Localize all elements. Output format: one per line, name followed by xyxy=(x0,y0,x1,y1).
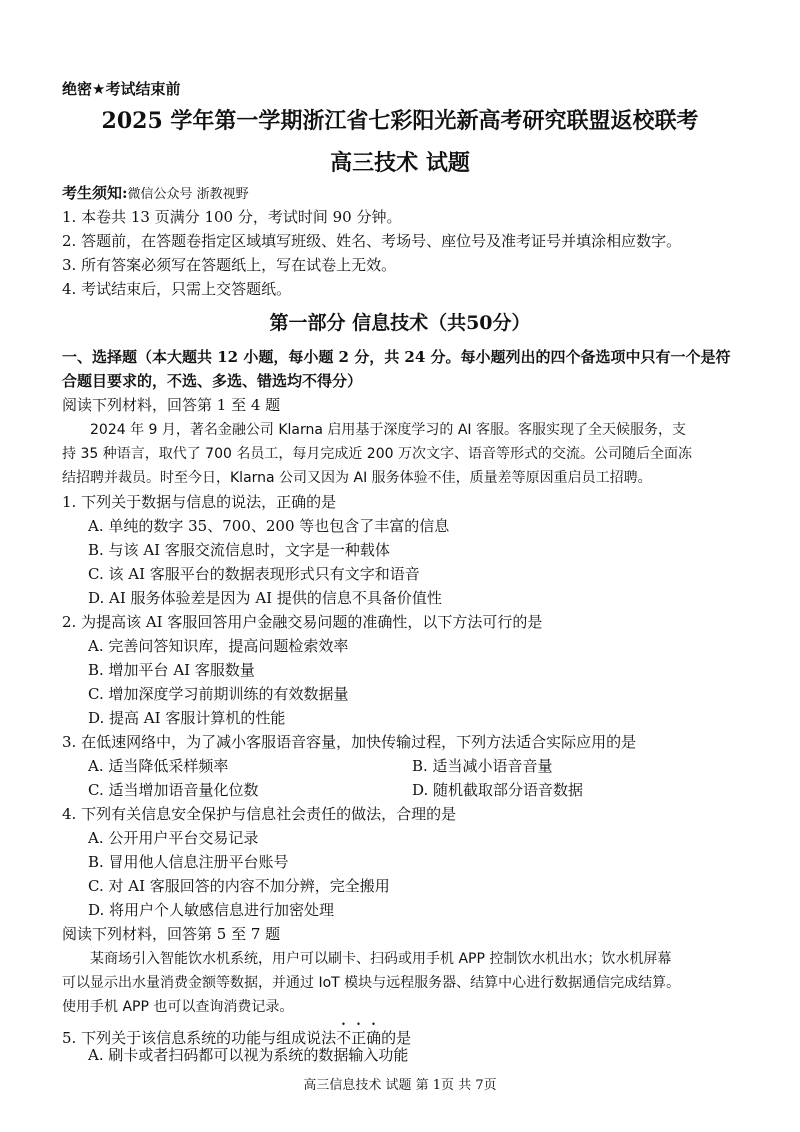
question-option: D. AI 服务体验差是因为 AI 提供的信息不具备价值性 xyxy=(88,589,442,607)
question-stem-part: 5. 下列关于该信息系统的功能与组成说法 xyxy=(62,1029,337,1047)
notice-item: 1. 本卷共 13 页满分 100 分，考试时间 90 分钟。 xyxy=(62,208,402,226)
page-footer: 高三信息技术 试题 第 1页 共 7页 xyxy=(303,1078,497,1093)
question-option: B. 适当减小语音音量 xyxy=(412,757,553,775)
section-title: 第一部分 信息技术（共50分） xyxy=(269,312,531,334)
exam-title: 2025 学年第一学期浙江省七彩阳光新高考研究联盟返校联考 xyxy=(101,108,699,134)
notice-label-extra: 微信公众号 浙教视野 xyxy=(127,187,249,202)
question-stem: 2. 为提高该 AI 客服回答用户金融交易问题的准确性，以下方法可行的是 xyxy=(62,613,543,631)
reading-text-line: 结招聘并裁员。时至今日，Klarna 公司又因为 AI 服务体验不佳，质量差等原因重启员工招聘。 xyxy=(62,470,652,486)
question-option: D. 随机截取部分语音数据 xyxy=(412,781,584,799)
notice-item: 4. 考试结束后，只需上交答题纸。 xyxy=(62,280,292,298)
reading-text-line: 可以显示出水量消费金额等数据，并通过 IoT 模块与远程服务器、结算中心进行数据通信完成结算。 xyxy=(62,975,681,991)
reading-intro: 阅读下列材料，回答第 1 至 4 题 xyxy=(62,396,281,414)
question-option: C. 该 AI 客服平台的数据表现形式只有文字和语音 xyxy=(88,565,420,583)
question-option: A. 单纯的数字 35、700、200 等也包含了丰富的信息 xyxy=(88,517,450,535)
emphasis-text: 不正确 xyxy=(336,1029,382,1047)
reading-text-line: 某商场引入智能饮水机系统，用户可以刷卡、扫码或用手机 APP 控制饮水机出水；饮水机屏幕 xyxy=(90,951,672,967)
question-option: D. 将用户个人敏感信息进行加密处理 xyxy=(88,901,335,919)
notice-item: 2. 答题前，在答题卷指定区域填写班级、姓名、考场号、座位号及准考证号并填涂相应数字。 xyxy=(62,232,682,250)
reading-text-line: 2024 年 9 月，著名金融公司 Klarna 启用基于深度学习的 AI 客服。客服实现了全天候服务，支 xyxy=(90,422,687,438)
question-option: C. 增加深度学习前期训练的有效数据量 xyxy=(88,685,349,703)
question-option: B. 与该 AI 客服交流信息时，文字是一种载体 xyxy=(88,541,390,559)
notice-heading xyxy=(62,182,249,203)
section-instruction: 合题目要求的，不选、多选、错选均不得分） xyxy=(62,372,363,390)
secret-mark: 绝密★考试结束前 xyxy=(62,80,181,98)
reading-intro: 阅读下列材料，回答第 5 至 7 题 xyxy=(62,925,281,943)
reading-text-line: 持 35 种语言，取代了 700 名员工，每月完成近 200 万次文字、语音等形式的交流。公司随后全面冻 xyxy=(62,446,692,462)
question-option: A. 公开用户平台交易记录 xyxy=(88,829,259,847)
question-option: C. 适当增加语音量化位数 xyxy=(88,781,259,799)
notice-item: 3. 所有答案必须写在答题纸上，写在试卷上无效。 xyxy=(62,256,397,274)
question-option: B. 冒用他人信息注册平台账号 xyxy=(88,853,289,871)
question-stem: 1. 下列关于数据与信息的说法，正确的是 xyxy=(62,493,337,511)
question-option: A. 适当降低采样频率 xyxy=(88,757,229,775)
question-option: C. 对 AI 客服回答的内容不加分辨，完全搬用 xyxy=(88,877,390,895)
reading-text-line: 使用手机 APP 也可以查询消费记录。 xyxy=(62,999,294,1015)
question-stem: 4. 下列有关信息安全保护与信息社会责任的做法，合理的是 xyxy=(62,805,457,823)
notice-label: 考生须知: xyxy=(62,184,128,202)
question-option: A. 完善问答知识库，提高问题检索效率 xyxy=(88,637,349,655)
section-instruction: 一、选择题（本大题共 12 小题，每小题 2 分，共 24 分。每小题列出的四个备选项中只有一个是符 xyxy=(62,348,731,366)
question-option: D. 提高 AI 客服计算机的性能 xyxy=(88,709,286,727)
question-option: B. 增加平台 AI 客服数量 xyxy=(88,661,255,679)
exam-subtitle: 高三技术 试题 xyxy=(330,150,470,176)
question-option: A. 刷卡或者扫码都可以视为系统的数据输入功能 xyxy=(88,1046,409,1064)
question-stem: 3. 在低速网络中，为了减小客服语音容量，加快传输过程，下列方法适合实际应用的是 xyxy=(62,733,637,751)
question-stem-part: 的是 xyxy=(381,1029,412,1047)
